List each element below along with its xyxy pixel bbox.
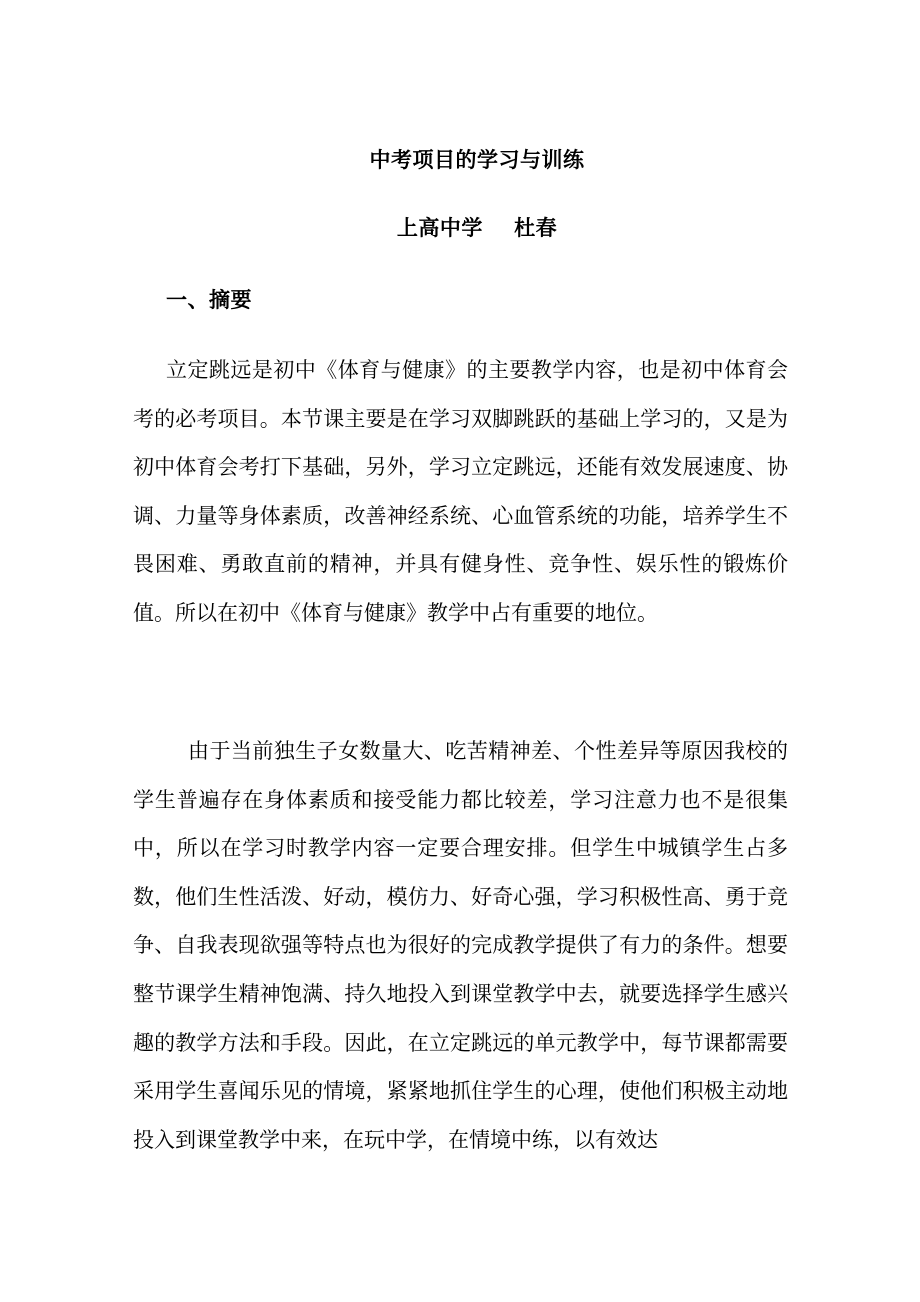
author-byline: 上高中学 杜春	[396, 216, 558, 240]
document-title: 中考项目的学习与训练	[369, 148, 585, 172]
abstract-paragraph-1: 立定跳远是初中《体育与健康》的主要教学内容，也是初中体育会考的必考项目。本节课主要是在学习双脚跳跃的基础上学习的，又是为初中体育会考打下基础，另外，学习立定跳远，还能有效发展速度、协调、力量等身体素质，改善神经系统、心血管系统的功能，培养学生不畏困难、勇敢直前的精神，并具有健身性、竞争性、娱乐性的锻炼价值。所以在初中《体育与健康》教学中占有重要的地位。	[133, 358, 788, 625]
abstract-paragraph-2: 由于当前独生子女数量大、吃苦精神差、个性差异等原因我校的学生普遍存在身体素质和接受能力都比较差，学习注意力也不是很集中，所以在学习时教学内容一定要合理安排。但学生中城镇学生占多数，他们生性活泼、好动，模仿力、好奇心强，学习积极性高、勇于竞争、自我表现欲强等特点也为很好的完成教学提供了有力的条件。想要整节课学生精神饱满、持久地投入到课堂教学中去，就要选择学生感兴趣的教学方法和手段。因此，在立定跳远的单元教学中，每节课都需要采用学生喜闻乐见的情境，紧紧地抓住学生的心理，使他们积极主动地投入到课堂教学中来，在玩中学，在情境中练，以有效达	[133, 739, 788, 1152]
section-heading-abstract: 一、摘要	[166, 288, 252, 312]
